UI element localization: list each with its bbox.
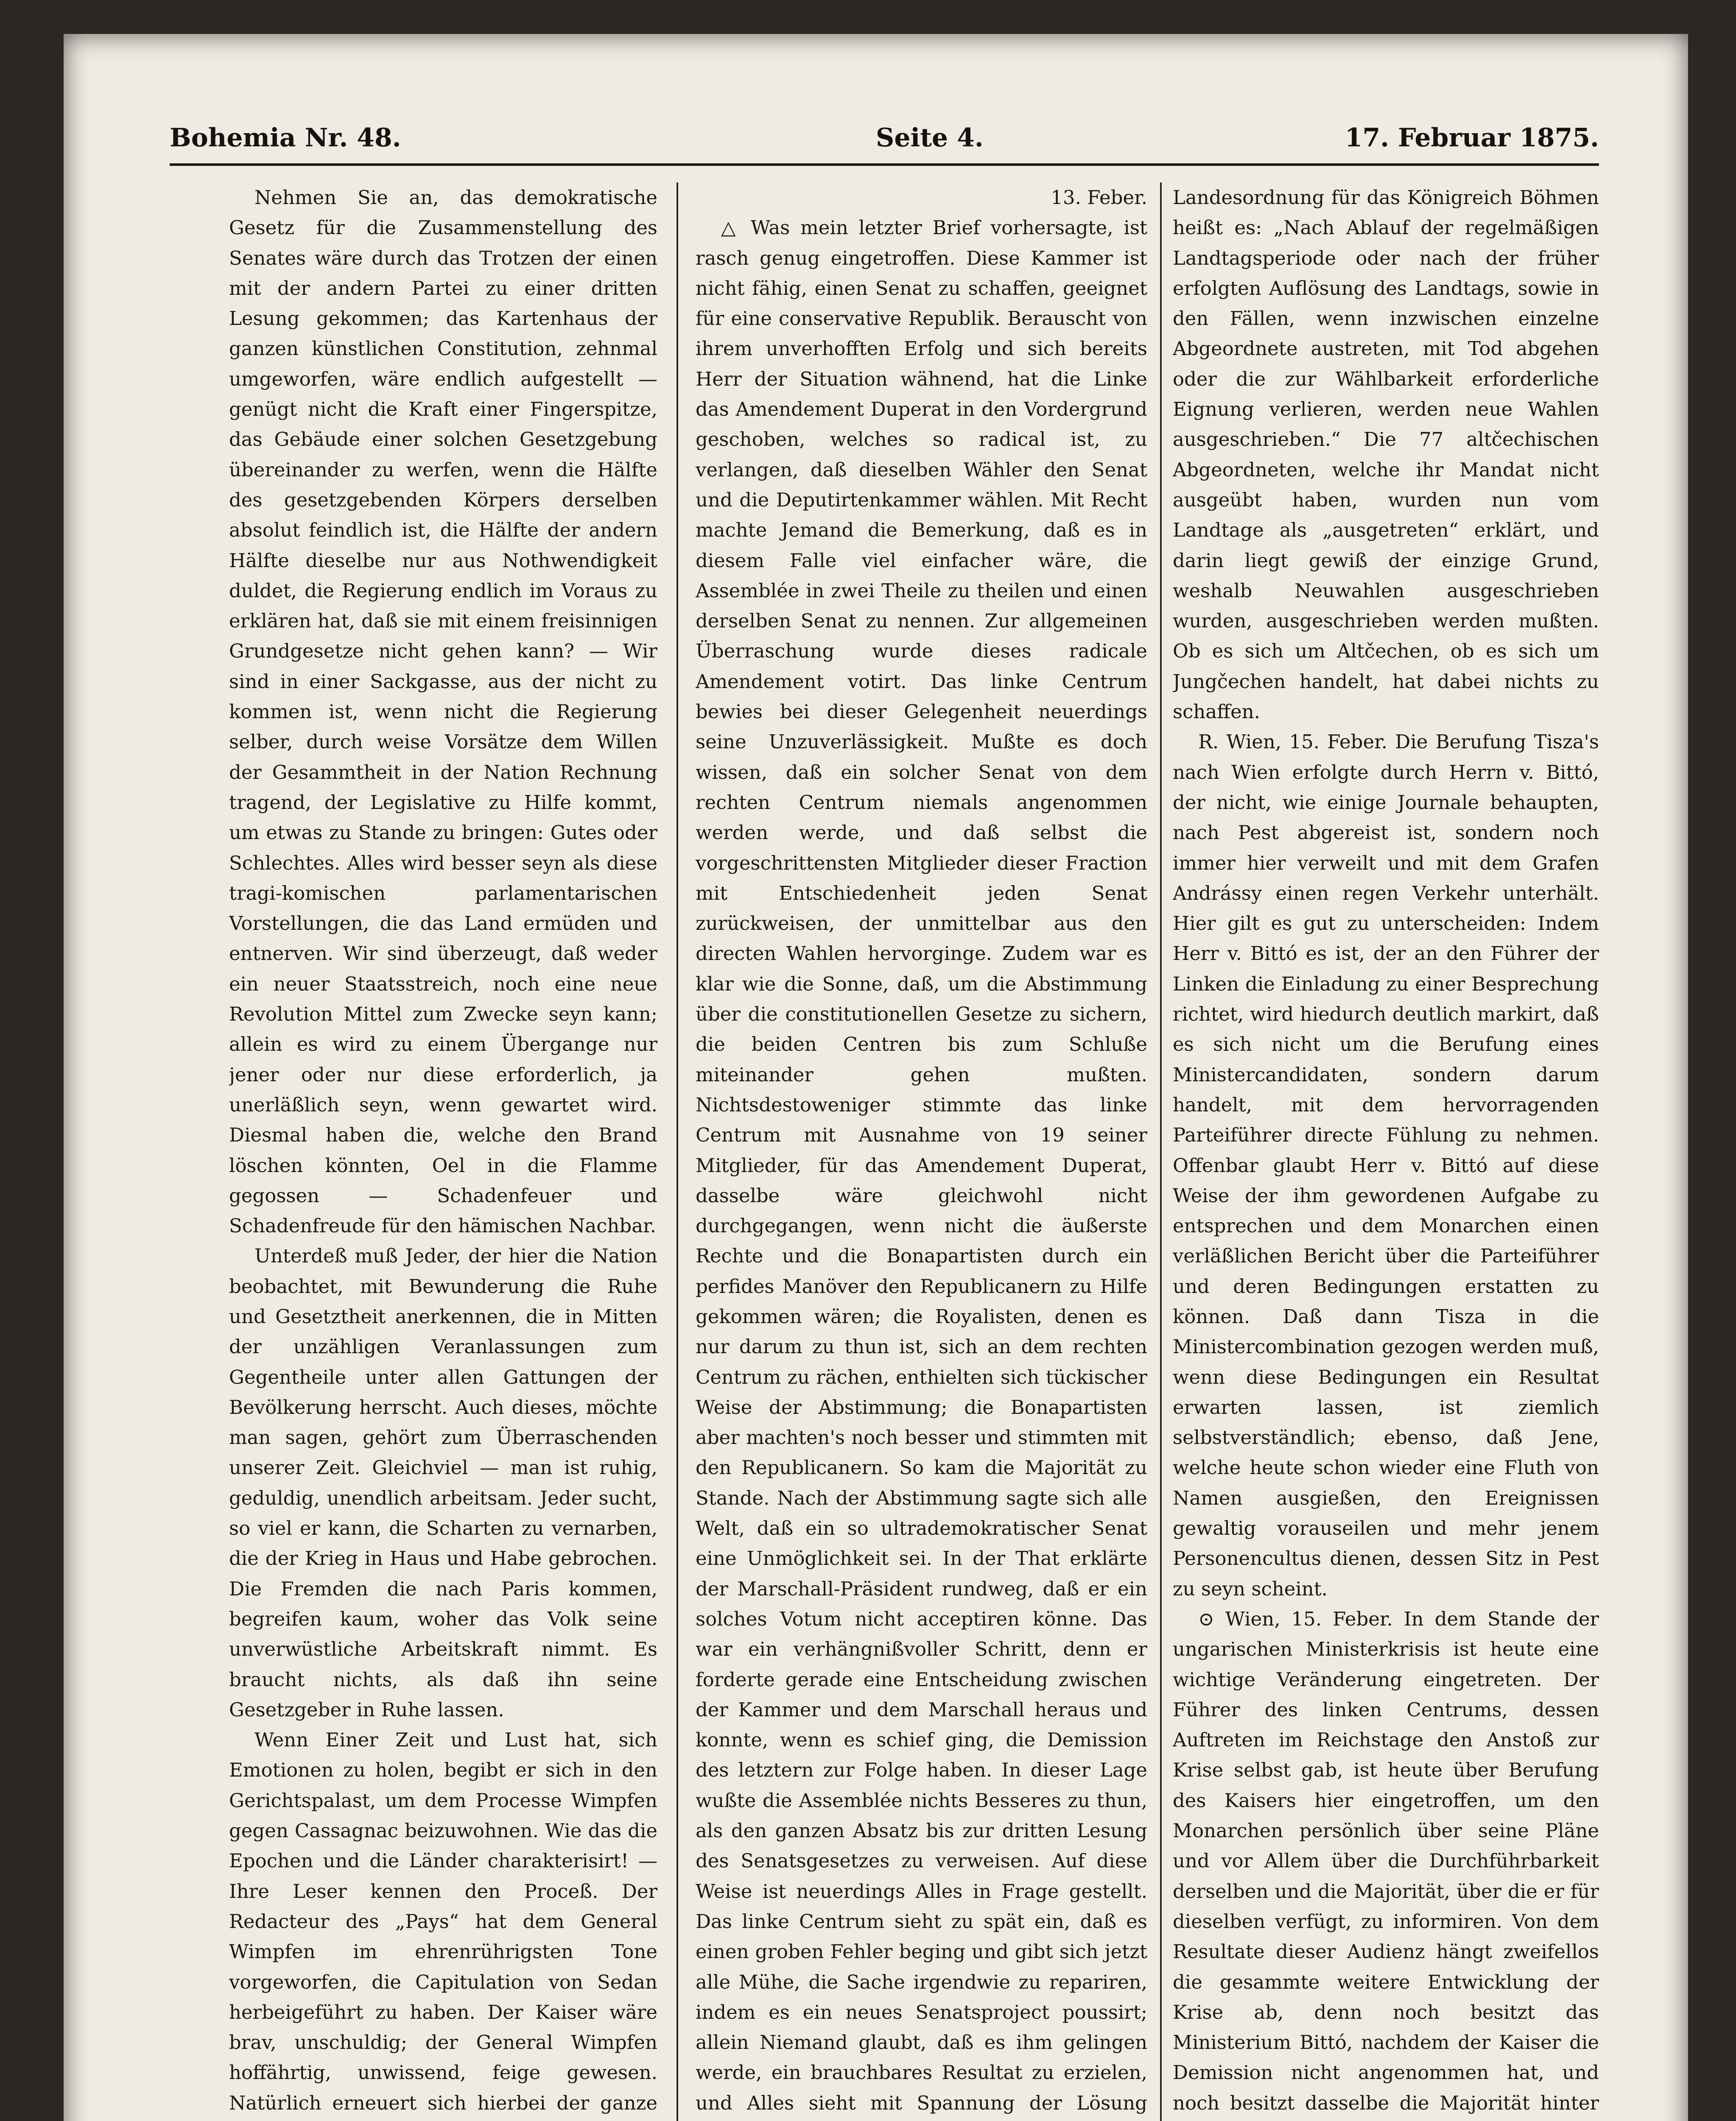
paragraph: Landesordnung für das Königreich Böhmen heißt es: „Nach Ablauf der regelmäßigen Landtagsperiode oder nach der früher erfolgten Auflösung des Landtags, sowie in den Fällen, wenn inzwischen einzelne Abgeordnete austreten, mit Tod abgehen oder die zur Wählbarkeit erforderliche Eignung verlieren, werden neue Wahlen ausgeschrieben.“ Die 77 altčechischen Abgeordneten, welche ihr Mandat nicht ausgeübt haben, wurden nun vom Landtage als „ausgetreten“ erklärt, und darin liegt gewiß der einzige Grund, weshalb Neuwahlen ausgeschrieben wurden, ausgeschrieben werden mußten. Ob es sich um Altčechen, ob es sich um Jungčechen handelt, hat dabei nichts zu schaffen. (1173, 186, 1599, 723)
paragraph: ⊙ Wien, 15. Feber. In dem Stande der ungarischen Ministerkrisis ist heute eine wichtige Veränderung eingetreten. Der Führer des linken Centrums, dessen Auftreten im Reichstage den Anstoß zur Krise selbst gab, ist heute über Berufung des Kaisers hier eingetroffen, um den Monarchen persönlich über seine Pläne und vor Allem über die Durchführbarkeit derselben und die Majorität, über die er für dieselben verfügt, zu informiren. Von dem Resultate dieser Audienz hängt zweifellos die gesammte weitere Entwicklung der Krise ab, denn noch besitzt das Ministerium Bittó, nachdem der Kaiser die Demission nicht angenommen hat, und noch besitzt dasselbe die Majorität hinter (1173, 1607, 1599, 2114)
column-1 (229, 182, 657, 2121)
header-publication: Bohemia Nr. 48. (170, 123, 401, 153)
paragraph: Nehmen Sie an, das demokratische Gesetz für die Zusammenstellung des Senates wäre durch das Trotzen der einen mit der andern Partei zu einer dritten Lesung gekommen; das Kartenhaus der ganzen künstlichen Constitution, zehnmal umgeworfen, wäre endlich aufgestellt — genügt nicht die Kraft einer Fingerspitze, das Gebäude einer solchen Gesetzgebung übereinander zu werfen, wenn die Hälfte des gesetzgebenden Körpers derselben absolut feindlich ist, die Hälfte der andern Hälfte dieselbe nur aus Nothwendigkeit duldet, die Regierung endlich im Voraus zu erklären hat, daß sie mit einem freisinnigen Grundgesetze nicht gehen kann? — Wir sind in einer Sackgasse, aus der nicht zu kommen ist, wenn nicht die Regierung selber, durch weise Vorsätze dem Willen der Gesammtheit in der Nation Rechnung tragend, der Legislative zu Hilfe kommt, um etwas zu Stande zu bringen: Gutes oder Schlechtes. Alles wird besser seyn als diese tragi-komischen parlamentarischen Vorstellungen, die das Land ermüden und entnerven. Wir sind überzeugt, daß weder ein neuer Staatsstreich, noch eine neue Revolution Mittel zum Zwecke seyn kann; allein es wird zu einem Übergange nur jener oder nur diese erforderlich, ja unerläßlich seyn, wenn gewartet wird. Diesmal haben die, welche den Brand löschen könnten, Oel in die Flamme gegossen — Schadenfeuer und Schadenfreude für den hämischen Nachbar. (229, 186, 657, 1237)
header-rule (170, 163, 1599, 166)
header-date: 17. Februar 1875. (1345, 123, 1599, 153)
column-divider-1 (677, 182, 678, 2121)
column-3 (1173, 182, 1599, 2121)
column-2 (696, 182, 1147, 2121)
page-header (170, 98, 1599, 161)
column-divider-2 (1160, 182, 1162, 2121)
paragraph: R. Wien, 15. Feber. Die Berufung Tisza's nach Wien erfolgte durch Herrn v. Bittó, der nicht, wie einige Journale behaupten, nach Pest abgereist ist, sondern noch immer hier verweilt und mit dem Grafen Andrássy einen regen Verkehr unterhält. Hier gilt es gut zu unterscheiden: Indem Herr v. Bittó es ist, der an den Führer der Linken die Einladung zu einer Besprechung richtet, wird hiedurch deutlich markirt, daß es sich nicht um die Berufung eines Ministercandidaten, sondern darum handelt, mit dem hervorragenden Parteiführer directe Fühlung zu nehmen. Offenbar glaubt Herr v. Bittó auf diese Weise der ihm gewordenen Aufgabe zu entsprechen und dem Monarchen einen verläßlichen Bericht über die Parteiführer und deren Bedingungen erstatten zu können. Daß dann Tisza in die Ministercombination gezogen werden muß, wenn diese Bedingungen ein Resultat erwarten lassen, ist ziemlich selbstverständlich; ebenso, daß Jene, welche heute schon wieder eine Fluth von Namen ausgießen, den Ereignissen gewaltig vorauseilen und mehr jenem Personencultus dienen, dessen Sitz in Pest zu seyn scheint. (1173, 730, 1599, 1600)
paragraph: △ Was mein letzter Brief vorhersagte, ist rasch genug eingetroffen. Diese Kammer ist nicht fähig, einen Senat zu schaffen, geeignet für eine conservative Republik. Berauscht von ihrem unverhofften Erfolg und sich bereits Herr der Situation wähnend, hat die Linke das Amendement Duperat in den Vordergrund geschoben, welches so radical ist, zu verlangen, daß dieselben Wähler den Senat und die Deputirtenkammer wählen. Mit Recht machte Jemand die Bemerkung, daß es in diesem Falle viel einfacher wäre, die Assemblée in zwei Theile zu theilen und einen derselben Senat zu nennen. Zur allgemeinen Überraschung wurde dieses radicale Amendement votirt. Das linke Centrum bewies bei dieser Gelegenheit neuerdings seine Unzuverlässigkeit. Mußte es doch wissen, daß ein solcher Senat von dem rechten Centrum niemals angenommen werden werde, und daß selbst die vorgeschrittensten Mitglieder dieser Fraction mit Entschiedenheit jeden Senat zurückweisen, der unmittelbar aus den directen Wahlen hervorginge. Zudem war es klar wie die Sonne, daß, um die Abstimmung über die constitutionellen Gesetze zu sichern, die beiden Centren bis zum Schluße miteinander gehen mußten. Nichtsdestoweniger stimmte das linke Centrum mit Ausnahme von 19 seiner Mitglieder, für das Amendement Duperat, dasselbe wäre gleichwohl nicht durchgegangen, wenn nicht die äußerste Rechte und die Bonapartisten durch ein perfides Manöver den Republicanern zu Hilfe gekommen wären; die Royalisten, denen es nur darum zu thun ist, sich an dem rechten Centrum zu rächen, enthielten sich tückischer Weise der Abstimmung; die Bonapartisten aber machten's noch besser und stimmten mit den Republicanern. So kam die Majorität zu Stande. Nach der Abstimmung sagte sich alle Welt, daß ein so ultrademokratischer Senat eine Unmöglichkeit sei. In der That erklärte der Marschall-Präsident rundweg, daß er ein solches Votum nicht acceptiren könne. Das war ein verhängnißvoller Schritt, denn er forderte gerade eine Entscheidung zwischen der Kammer und dem Marschall heraus und konnte, wenn es schief ging, die Demission des letztern zur Folge haben. In dieser Lage wußte die Assemblée nichts Besseres zu thun, als den ganzen Absatz bis zur dritten Lesung des Senatsgesetzes zu verweisen. Auf diese Weise ist neuerdings Alles in Frage gestellt. Das linke Centrum sieht zu spät ein, daß es einen groben Fehler beging und gibt sich jetzt alle Mühe, die Sache irgendwie zu repariren, indem es ein neues Senatsproject poussirt; allein Niemand glaubt, daß es ihm gelingen werde, ein brauchbares Resultat zu erzielen, und Alles sieht mit Spannung der Lösung (696, 216, 1147, 2114)
paragraph: Wenn Einer Zeit und Lust hat, sich Emotionen zu holen, begibt er sich in den Gerichtspalast, um dem Processe Wimpfen gegen Cassagnac beizuwohnen. Wie das die Epochen und die Länder charakterisirt! — Ihre Leser kennen den Proceß. Der Redacteur des „Pays“ hat dem General Wimpfen im ehrenrührigsten Tone vorgeworfen, die Capitulation von Sedan herbeigeführt zu haben. Der Kaiser wäre brav, unschuldig; der General Wimpfen hoffährtig, unwissend, feige gewesen. Natürlich erneuert sich hierbei der ganze (229, 1729, 657, 2114)
header-page-number: Seite 4. (876, 123, 984, 153)
dateline: 13. Feber. (1051, 186, 1147, 209)
paragraph: Unterdeß muß Jeder, der hier die Nation beobachtet, mit Bewunderung die Ruhe und Gesetztheit anerkennen, die in Mitten der unzähligen Veranlassungen zum Gegentheile unter allen Gattungen der Bevölkerung herrscht. Auch dieses, möchte man sagen, gehört zum Überraschenden unserer Zeit. Gleichviel — man ist ruhig, geduldig, unendlich arbeitsam. Jeder sucht, so viel er kann, die Scharten zu vernarben, die der Krieg in Haus und Habe gebrochen. Die Fremden die nach Paris kommen, begreifen kaum, woher das Volk seine unverwüstliche Arbeitskraft nimmt. Es braucht nichts, als daß ihn seine Gesetzgeber in Ruhe lassen. (229, 1245, 657, 1721)
